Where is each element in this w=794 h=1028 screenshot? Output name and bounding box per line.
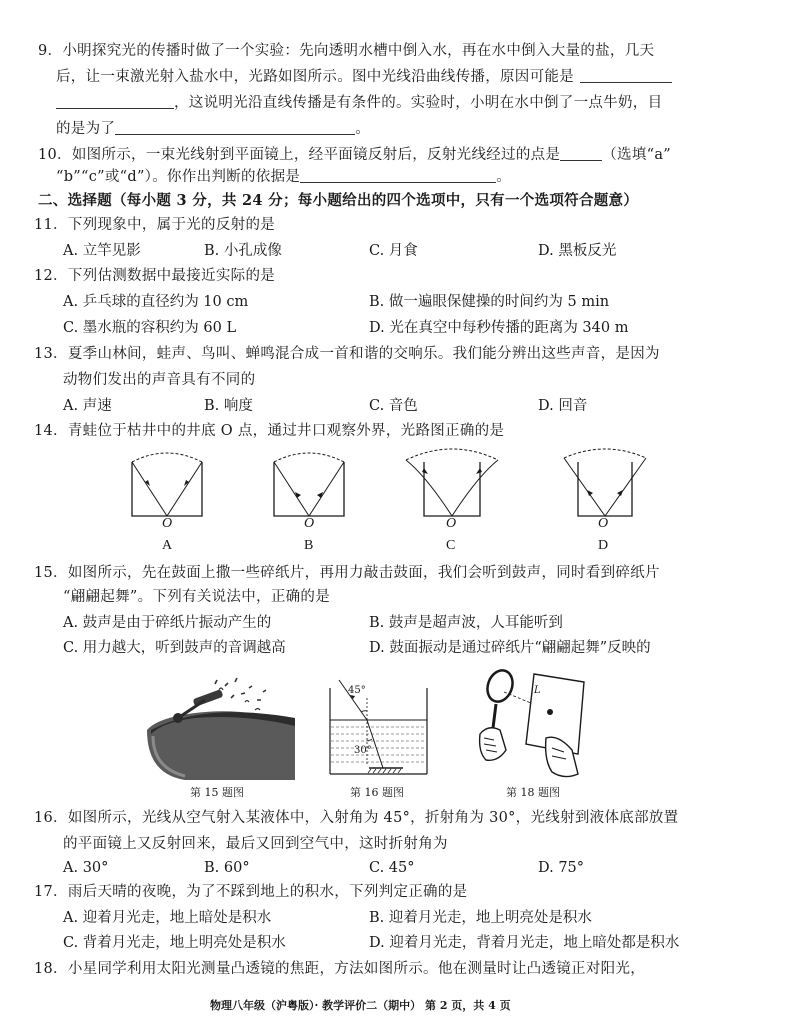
q9-line4-end: 。 [355, 121, 371, 137]
q16-line1: 16．如图所示，光线从空气射入某液体中，入射角为 45°，折射角为 30°，光线射到液体底部放置 [34, 810, 679, 826]
q14-diagram-b[interactable] [262, 446, 362, 526]
q16-option-c[interactable]: C. 45° [369, 860, 415, 876]
q14-c-point: O [446, 516, 457, 531]
q9-line3-text: ，这说明光沿直线传播是有条件的。实验时，小明在水中倒了一点牛奶，目 [174, 95, 663, 111]
q13-option-d[interactable]: D. 回音 [538, 398, 588, 414]
q14-diagram-c[interactable] [404, 446, 504, 526]
q15-line2: “翩翩起舞”。下列有关说法中，正确的是 [63, 589, 331, 605]
q14-a-point: O [162, 516, 173, 531]
q11-option-c[interactable]: C. 月食 [369, 243, 418, 259]
q17-option-b[interactable]: B. 迎着月光走，地上明亮处是积水 [369, 910, 592, 926]
figure-18-lens [474, 664, 604, 782]
figure-16-angle45: 45° [348, 685, 366, 696]
q9-line1: 9．小明探究光的传播时做了一个实验：先向透明水槽中倒入水，再在水中倒入大量的盐，几天 [38, 43, 655, 59]
q12-option-b[interactable]: B. 做一遍眼保健操的时间约为 5 min [369, 294, 610, 310]
q17-option-d[interactable]: D. 迎着月光走，背着月光走，地上暗处都是积水 [369, 935, 680, 951]
q17-option-a[interactable]: A. 迎着月光走，地上暗处是积水 [63, 910, 272, 926]
q12-option-a[interactable]: A. 乒乓球的直径约为 10 cm [63, 294, 249, 310]
q14-stem: 14．青蛙位于枯井中的井底 O 点，通过井口观察外界，光路图正确的是 [34, 423, 505, 439]
q10-line2 [56, 167, 511, 187]
q16-line2: 的平面镜上又反射回来，最后又回到空气中，这时折射角为 [63, 836, 448, 852]
q13-line2: 动物们发出的声音具有不同的 [63, 372, 256, 388]
figure-15-caption: 第 15 题图 [190, 786, 244, 799]
q10-line1-text: 10．如图所示，一束光线射到平面镜上，经平面镜反射后，反射光线经过的点是 [38, 147, 561, 163]
q17-stem: 17．雨后天晴的夜晚，为了不踩到地上的积水，下列判定正确的是 [34, 884, 468, 900]
page-footer: 物理八年级（沪粤版）· 教学评价二（期中） 第 2 页，共 4 页 [210, 999, 511, 1012]
q10-blank2[interactable] [300, 168, 496, 183]
q14-diagram-d[interactable] [556, 446, 656, 526]
q13-option-b[interactable]: B. 响度 [204, 398, 253, 414]
q18-line1: 18．小星同学利用太阳光测量凸透镜的焦距，方法如图所示。他在测量时让凸透镜正对阳光， [34, 961, 646, 977]
q14-d-label: D [598, 538, 609, 553]
q9-blank3[interactable] [115, 120, 355, 135]
q10-line2-text: “b”“c”或“d”）。你作出判断的依据是 [56, 169, 301, 185]
q10-blank1[interactable] [560, 146, 602, 161]
q11-option-a[interactable]: A. 立竿见影 [63, 243, 141, 259]
figure-16-refraction [325, 674, 435, 780]
q13-option-a[interactable]: A. 声速 [63, 398, 112, 414]
q10-line1 [38, 145, 671, 165]
q10-line1-end: （选填“a” [602, 147, 672, 163]
q15-option-d[interactable]: D. 鼓面振动是通过碎纸片“翩翩起舞”反映的 [369, 640, 651, 656]
q13-line1: 13．夏季山林间，蛙声、鸟叫、蝉鸣混合成一首和谐的交响乐。我们能分辨出这些声音，是因为 [34, 346, 660, 362]
q12-stem: 12．下列估测数据中最接近实际的是 [34, 268, 276, 284]
q13-option-c[interactable]: C. 音色 [369, 398, 418, 414]
figure-18-label-L: L [534, 685, 541, 696]
q16-option-b[interactable]: B. 60° [204, 860, 250, 876]
q11-option-b[interactable]: B. 小孔成像 [204, 243, 282, 259]
q14-d-point: O [598, 516, 609, 531]
figure-18-caption: 第 18 题图 [506, 786, 560, 799]
q9-blank2[interactable] [56, 94, 174, 109]
q11-stem: 11．下列现象中，属于光的反射的是 [34, 217, 276, 233]
q9-line2-text: 后，让一束激光射入盐水中，光路如图所示。图中光线沿曲线传播，原因可能是 [56, 69, 574, 85]
section-heading: 二、选择题（每小题 3 分，共 24 分；每小题给出的四个选项中，只有一个选项符合题意） [38, 192, 639, 209]
q15-line1: 15．如图所示，先在鼓面上撒一些碎纸片，再用力敲击鼓面，我们会听到鼓声，同时看到碎纸片 [34, 565, 660, 581]
q9-blank1[interactable] [580, 68, 672, 83]
q12-option-d[interactable]: D. 光在真空中每秒传播的距离为 340 m [369, 320, 629, 336]
q9-line4 [56, 119, 370, 139]
q14-c-label: C [446, 538, 456, 553]
q11-option-d[interactable]: D. 黑板反光 [538, 243, 617, 259]
q10-line2-end: 。 [496, 169, 512, 185]
q14-b-point: O [304, 516, 315, 531]
q16-option-a[interactable]: A. 30° [63, 860, 109, 876]
q14-diagram-a[interactable] [120, 446, 220, 526]
q14-a-label: A [162, 538, 173, 553]
q9-line2 [56, 67, 672, 87]
q15-option-a[interactable]: A. 鼓声是由于碎纸片振动产生的 [63, 615, 272, 631]
q15-option-c[interactable]: C. 用力越大，听到鼓声的音调越高 [63, 640, 286, 656]
q9-line4-text: 的是为了 [56, 121, 116, 137]
q15-option-b[interactable]: B. 鼓声是超声波，人耳能听到 [369, 615, 563, 631]
figure-16-caption: 第 16 题图 [350, 786, 404, 799]
q14-b-label: B [304, 538, 314, 553]
q16-option-d[interactable]: D. 75° [538, 860, 585, 876]
figure-16-angle30: 30° [354, 745, 372, 756]
q9-line3 [56, 93, 662, 113]
q17-option-c[interactable]: C. 背着月光走，地上明亮处是积水 [63, 935, 286, 951]
figure-15-drum [145, 678, 295, 780]
q12-option-c[interactable]: C. 墨水瓶的容积约为 60 L [63, 320, 237, 336]
